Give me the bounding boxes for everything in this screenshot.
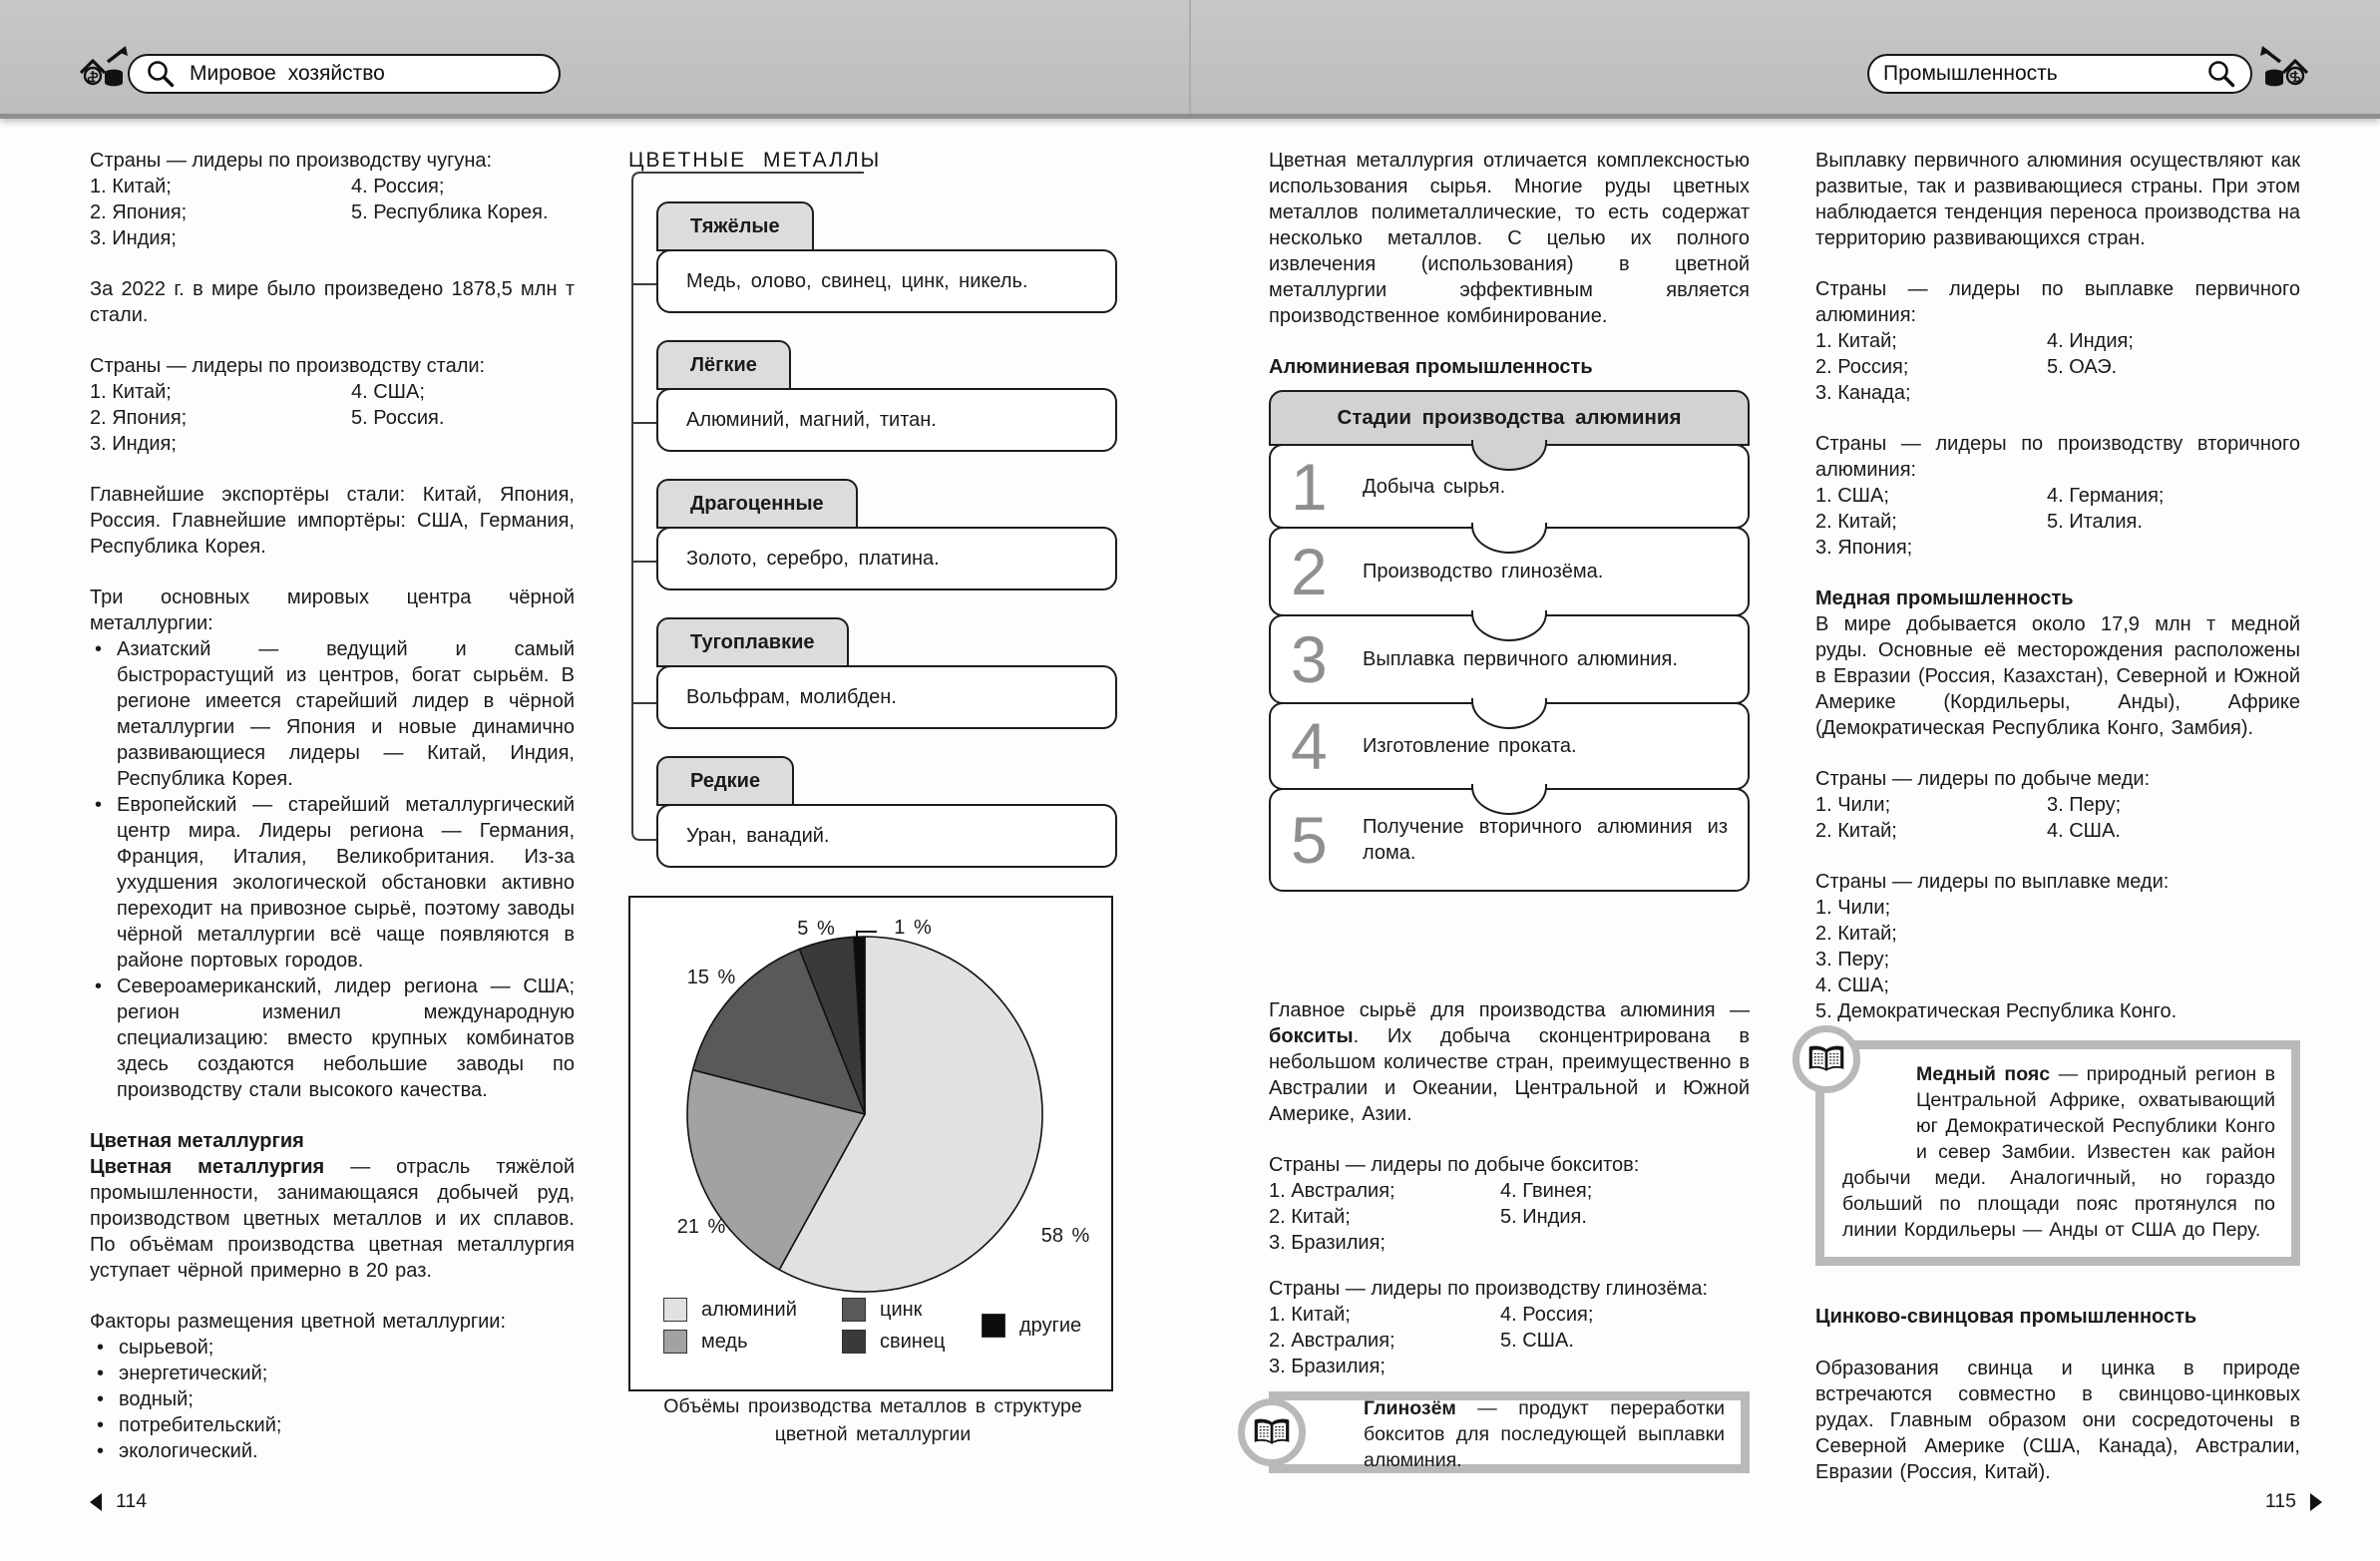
group-tab: Лёгкие	[656, 340, 791, 390]
economy-house-coins-arrow-icon	[78, 46, 134, 96]
column-pig-iron-steel	[90, 148, 575, 1464]
economy-house-coins-arrow-icon	[2254, 46, 2310, 96]
list-title: Страны — лидеры по добыче меди:	[1815, 768, 2151, 790]
group-body: Уран, ванадий.	[656, 804, 1117, 868]
nonferrous-heading: Цветная металлургия	[90, 1130, 304, 1152]
list-row: 2. Китай; 5. Индия.	[1269, 1206, 1587, 1228]
page-nav-left[interactable]	[90, 1490, 147, 1513]
steel-leaders-list	[90, 353, 575, 457]
copper-mining-leaders-list	[1815, 766, 2300, 844]
stages-header: Стадии производства алюминия	[1269, 390, 1750, 446]
list-row: 2. Китай; 4. США.	[1815, 820, 2121, 842]
copper-heading: Медная промышленность	[1815, 587, 2074, 609]
group-body: Алюминий, магний, титан.	[656, 388, 1117, 452]
factors-intro: Факторы размещения цветной металлургии:	[90, 1311, 507, 1333]
list-row: 1. Чили; 3. Перу;	[1815, 794, 2122, 816]
list-row: 2. Россия; 5. ОАЭ.	[1815, 356, 2118, 378]
search-right-value[interactable]: Промышленность	[1883, 62, 2058, 85]
legend-swatch	[982, 1314, 1005, 1338]
topbar	[0, 0, 2380, 119]
column-aluminum	[1269, 148, 1750, 1473]
nonferrous-definition-paragraph: Цветная металлургия — отрасль тяжёлой промышленности, занимающаяся добычей руд, производством цветных металлов и их сплавов. По объёмам производства цветная металлургия уступает чёрной примерно в 20 раз.	[90, 1156, 575, 1282]
list-row: 2. Китай; 5. Италия.	[1815, 511, 2143, 533]
list-row: 1. Австралия; 4. Гвинея;	[1269, 1180, 1593, 1202]
pie-label-lead: 5 %	[797, 918, 835, 940]
list-title: Страны — лидеры по выплавке первичного алюминия:	[1815, 278, 2300, 326]
steel-trade-paragraph: Главнейшие экспортёры стали: Китай, Япония, Россия. Главнейшие импортёры: США, Германия, Республика Корея.	[90, 484, 575, 558]
list-title: Страны — лидеры по производству вторичного алюминия:	[1815, 433, 2300, 481]
group-body: Золото, серебро, платина.	[656, 527, 1117, 590]
bauxite-paragraph: Главное сырьё для производства алюминия — бокситы. Их добыча сконцентрирована в небольшом количестве стран, преимущественно в Австралии и Океании, Центральной и Южной Америке, Азии.	[1269, 999, 1750, 1125]
list-row: 3. Индия;	[90, 227, 177, 249]
group-body: Медь, олово, свинец, цинк, никель.	[656, 249, 1117, 313]
search-icon	[2206, 59, 2236, 89]
column-nonferrous-diagram	[628, 148, 1119, 1544]
legend-swatch	[842, 1330, 866, 1354]
list-item: 5. Демократическая Республика Конго.	[1815, 1000, 2178, 1022]
zinc-lead-heading: Цинково-свинцовая промышленность	[1815, 1306, 2197, 1328]
list-title: Страны — лидеры по производству глинозёма:	[1269, 1278, 1709, 1300]
group-tab: Тугоплавкие	[656, 617, 849, 667]
page-gutter-line	[1189, 0, 1191, 114]
stage-number: 1	[1291, 449, 1328, 524]
list-item: 3. Перу;	[1815, 949, 1890, 971]
legend-swatch	[663, 1330, 687, 1354]
page-nav-right[interactable]	[2265, 1490, 2322, 1513]
search-right[interactable]	[1867, 54, 2252, 94]
legend-item-lead: свинец	[842, 1329, 945, 1355]
secondary-aluminum-leaders-list	[1815, 431, 2300, 561]
pie-chart-frame	[628, 896, 1113, 1391]
legend-item-copper: медь	[663, 1329, 748, 1355]
list-row: 2. Австралия; 5. США.	[1269, 1330, 1574, 1352]
copper-smelting-leaders-list	[1815, 869, 2300, 1024]
group-body: Вольфрам, молибден.	[656, 665, 1117, 729]
list-title: Страны — лидеры по производству стали:	[90, 355, 486, 377]
list-row: 1. Китай; 4. США;	[90, 381, 425, 403]
pie-chart-caption: Объёмы производства металлов в структуре цветной металлургии	[663, 1395, 1082, 1445]
open-book-icon	[1238, 1398, 1306, 1466]
list-title: Страны — лидеры по выплавке меди:	[1815, 871, 2170, 893]
list-row: 2. Япония; 5. Россия.	[90, 407, 445, 429]
pie-label-aluminum: 58 %	[1040, 1225, 1090, 1247]
stage-5: 5 Получение вторичного алюминия из лома.	[1269, 788, 1750, 892]
metal-group-refractory	[656, 617, 1117, 729]
definition-box-copper-belt: Медный пояс — природный регион в Центральной Африке, охватывающий юг Демократической Республики Конго и север Замбии. Известен как район добычи меди. Аналогичный, но гораздо больший по площади пояс протянулся по линии Кордильеры — Анды от США до Перу.	[1815, 1040, 2300, 1266]
list-row: 3. Индия;	[90, 433, 177, 455]
factor-item: • энергетический;	[97, 1363, 268, 1384]
pig-iron-leaders-list	[90, 148, 575, 251]
group-tab: Драгоценные	[656, 479, 858, 529]
stage-1: 1 Добыча сырья.	[1269, 444, 1750, 529]
factor-item: • потребительский;	[97, 1414, 282, 1436]
list-item: 1. Чили;	[1815, 897, 1891, 919]
pie-label-others: 1 %	[894, 917, 932, 939]
list-row: 1. Китай; 4. Индия;	[1815, 330, 2134, 352]
primary-aluminum-leaders-list	[1815, 276, 2300, 406]
factor-item: • водный;	[97, 1388, 194, 1410]
bauxite-leaders-list	[1269, 1152, 1750, 1256]
page-number-left: 114	[116, 1490, 148, 1512]
centers-intro: Три основных мировых центра чёрной металлургии:	[90, 586, 575, 634]
primary-aluminum-paragraph: Выплавку первичного алюминия осуществляют как развитые, так и развивающиеся страны. При этом наблюдается тенденция переноса производства на территорию развивающихся стран.	[1815, 150, 2300, 249]
factor-item: • экологический.	[97, 1440, 258, 1462]
bracket-top-line	[628, 148, 868, 178]
list-row: 1. США; 4. Германия;	[1815, 485, 2165, 507]
list-item: 4. США;	[1815, 975, 1889, 996]
group-tab: Редкие	[656, 756, 794, 806]
search-left-value[interactable]: Мировое хозяйство	[190, 62, 385, 85]
column-copper-zinc	[1815, 148, 2300, 1510]
legend-item-zinc: цинк	[842, 1297, 922, 1323]
list-row: 2. Япония; 5. Республика Корея.	[90, 201, 549, 223]
search-left[interactable]	[128, 54, 561, 94]
stage-number: 2	[1291, 535, 1328, 608]
aluminum-stages-diagram	[1269, 390, 1750, 892]
definition-box-alumina	[1269, 1391, 1750, 1473]
page-number-right: 115	[2264, 1490, 2296, 1512]
legend-swatch	[663, 1298, 687, 1322]
stage-4: 4 Изготовление проката.	[1269, 702, 1750, 790]
diagram-title: ЦВЕТНЫЕ МЕТАЛЛЫ	[628, 149, 882, 172]
legend-item-aluminum: алюминий	[663, 1297, 797, 1323]
metal-group-heavy	[656, 201, 1117, 313]
stage-number: 5	[1291, 803, 1328, 877]
list-row: 3. Бразилия;	[1269, 1232, 1386, 1254]
stage-number: 4	[1291, 709, 1328, 783]
metal-group-rare	[656, 756, 1117, 868]
metal-group-precious	[656, 479, 1117, 590]
list-row: 3. Бразилия;	[1269, 1356, 1386, 1377]
list-title: Страны — лидеры по производству чугуна:	[90, 150, 493, 172]
nonferrous-complex-paragraph: Цветная металлургия отличается комплексностью использования сырья. Многие руды цветных металлов полиметаллические, то есть содержат несколько металлов. С целью их полного извлечения (использования) в цветной металлургии эффективным является производственное комбинирование.	[1269, 150, 1750, 327]
group-tab: Тяжёлые	[656, 201, 814, 251]
alumina-leaders-list	[1269, 1276, 1750, 1379]
open-book-icon	[1792, 1025, 1860, 1093]
list-row: 3. Канада;	[1815, 382, 1911, 404]
metal-groups	[656, 201, 1117, 895]
pie-label-zinc: 15 %	[686, 967, 736, 988]
definition-text: Глинозём — продукт переработки бокситов для последующей выплавки алюминия.	[1364, 1396, 1725, 1471]
list-title: Страны — лидеры по добыче бокситов:	[1269, 1154, 1640, 1176]
list-item: 2. Китай;	[1815, 923, 1897, 945]
factor-item: • сырьевой;	[97, 1337, 214, 1359]
list-row: 1. Китай; 4. Россия;	[90, 176, 445, 197]
stage-2: 2 Производство глинозёма.	[1269, 527, 1750, 616]
pie-label-copper: 21 %	[676, 1216, 726, 1238]
zinc-lead-paragraph: Образования свинца и цинка в природе встречаются совместно в свинцово-цинковых рудах. Главным образом они сосредоточены в Северной Америке (США, Канада), Австралии, Евразии (Россия, Китай).	[1815, 1358, 2300, 1483]
list-row: 3. Япония;	[1815, 537, 1913, 559]
stage-3: 3 Выплавка первичного алюминия.	[1269, 614, 1750, 704]
center-item-asia: • Азиатский — ведущий и самый быстрорастущий из центров, богат сырьём. В регионе имеется старейший лидер в чёрной металлургии — Япония и новые динамично развивающиеся лидеры — Китай, Индия, Республика Корея.	[95, 638, 575, 790]
stage-number: 3	[1291, 622, 1328, 696]
steel-2022-paragraph: За 2022 г. в мире было произведено 1878,5 млн т стали.	[90, 278, 575, 326]
copper-intro-paragraph: В мире добывается около 17,9 млн т медной руды. Основные её месторождения расположены в Евразии (Россия, Казахстан), Северной и Южной Америке (Кордильеры, Анды), Африке (Демократическая Республика Конго, Замбия).	[1815, 613, 2300, 739]
search-icon	[146, 59, 176, 89]
right-triangle-icon[interactable]	[2310, 1493, 2322, 1511]
center-item-north-america: • Североамериканский, лидер региона — США; регион изменил международную специализацию: вместо крупных комбинатов здесь создаются небольшие заводы по производству стали высокого качества.	[95, 976, 575, 1101]
legend-swatch	[842, 1298, 866, 1322]
center-item-europe: • Европейский — старейший металлургический центр мира. Лидеры региона — Германия, Франция, Италия, Великобритания. Из-за ухудшения экологической обстановки активно переходит на привозное сырьё, поэтому заводы чёрной металлургии всё чаще появляются в районе портовых городов.	[95, 794, 575, 972]
left-triangle-icon[interactable]	[90, 1493, 102, 1511]
metal-group-light	[656, 340, 1117, 452]
aluminum-heading: Алюминиевая промышленность	[1269, 356, 1593, 378]
list-row: 1. Китай; 4. Россия;	[1269, 1304, 1594, 1326]
legend-item-others: другие	[982, 1313, 1081, 1339]
